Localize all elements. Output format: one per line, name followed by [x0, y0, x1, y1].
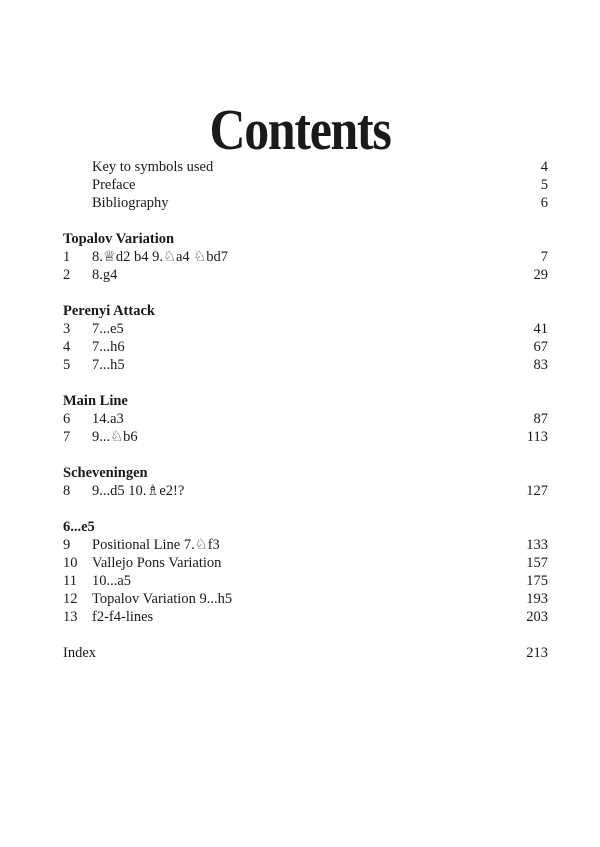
chapter-page: 41: [533, 321, 548, 337]
chapter-number: 1: [63, 249, 71, 265]
index-entry[interactable]: [63, 644, 548, 662]
chapter-entry[interactable]: [63, 590, 548, 608]
chapter-title: 8.♕d2 b4 9.♘a4 ♘bd7: [92, 249, 229, 265]
chapter-page: 133: [526, 537, 548, 553]
index-label: Index: [63, 645, 97, 661]
chapter-page: 83: [533, 357, 548, 373]
entry-label: Preface: [92, 177, 136, 193]
entry-page: 6: [540, 195, 548, 211]
chapter-entry[interactable]: [63, 572, 548, 590]
section-heading: Scheveningen: [63, 465, 148, 481]
chapter-number: 3: [63, 321, 71, 337]
chapter-title: f2-f4-lines: [92, 609, 154, 625]
chapter-entry[interactable]: [63, 320, 548, 338]
chapter-entry[interactable]: [63, 554, 548, 572]
toc-section: [63, 302, 548, 374]
chapter-number: 12: [63, 591, 78, 607]
chapter-page: 157: [526, 555, 548, 571]
toc-section: [63, 518, 548, 626]
chapter-entry[interactable]: [63, 356, 548, 374]
chapter-title: 9...♘b6: [92, 429, 138, 445]
chapter-number: 10: [63, 555, 78, 571]
chapter-title: Topalov Variation 9...h5: [92, 591, 233, 607]
toc-entry[interactable]: [63, 194, 548, 212]
chapter-entry[interactable]: [63, 248, 548, 266]
chapter-page: 175: [526, 573, 548, 589]
toc-entry[interactable]: [63, 158, 548, 176]
chapter-number: 8: [63, 483, 71, 499]
page-title: Contents: [209, 96, 391, 162]
chapter-number: 4: [63, 339, 71, 355]
index-page: 213: [526, 645, 548, 661]
chapter-page: 7: [540, 249, 548, 265]
chapter-number: 5: [63, 357, 71, 373]
chapter-page: 193: [526, 591, 548, 607]
toc-section: [63, 230, 548, 284]
chapter-number: 7: [63, 429, 71, 445]
chapter-page: 113: [526, 429, 548, 445]
chapter-entry[interactable]: [63, 536, 548, 554]
table-of-contents: [63, 158, 548, 662]
chapter-title: 8.g4: [92, 267, 118, 283]
toc-section: [63, 464, 548, 500]
chapter-number: 11: [63, 573, 77, 589]
entry-page: 5: [540, 177, 548, 193]
chapter-page: 87: [533, 411, 548, 427]
chapter-number: 13: [63, 609, 78, 625]
chapter-entry[interactable]: [63, 338, 548, 356]
chapter-entry[interactable]: [63, 428, 548, 446]
chapter-entry[interactable]: [63, 608, 548, 626]
toc-entry[interactable]: [63, 176, 548, 194]
chapter-page: 29: [533, 267, 548, 283]
chapter-number: 6: [63, 411, 71, 427]
chapter-entry[interactable]: [63, 482, 548, 500]
chapter-title: Vallejo Pons Variation: [92, 555, 222, 571]
chapter-page: 67: [533, 339, 548, 355]
chapter-number: 9: [63, 537, 71, 553]
chapter-entry[interactable]: [63, 410, 548, 428]
chapter-title: 7...h5: [92, 357, 125, 373]
chapter-entry[interactable]: [63, 266, 548, 284]
chapter-title: 7...e5: [92, 321, 124, 337]
section-heading: Topalov Variation: [63, 231, 175, 247]
chapter-page: 203: [526, 609, 548, 625]
chapter-title: 10...a5: [92, 573, 132, 589]
entry-label: Bibliography: [92, 195, 169, 211]
chapter-title: 14.a3: [92, 411, 124, 427]
toc-section: [63, 392, 548, 446]
section-heading: Perenyi Attack: [63, 303, 155, 319]
section-heading: Main Line: [63, 393, 128, 409]
chapter-title: Positional Line 7.♘f3: [92, 537, 220, 553]
chapter-page: 127: [526, 483, 548, 499]
chapter-number: 2: [63, 267, 71, 283]
entry-page: 4: [540, 159, 548, 175]
entry-label: Key to symbols used: [92, 159, 214, 175]
front-matter: [63, 158, 548, 212]
chapter-title: 7...h6: [92, 339, 125, 355]
chapter-title: 9...d5 10.♗e2!?: [92, 483, 185, 499]
section-heading: 6...e5: [63, 519, 95, 535]
